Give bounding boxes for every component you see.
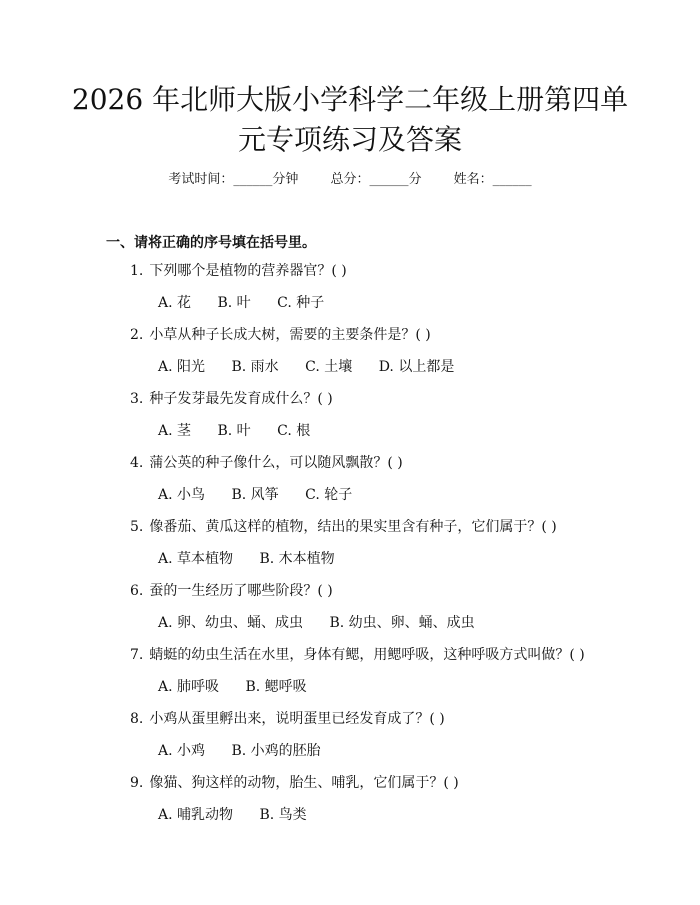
exam-info bbox=[0, 168, 700, 187]
option: B. 鳃呼吸 bbox=[245, 679, 307, 695]
option: B. 小鸡的胚胎 bbox=[231, 743, 321, 759]
question-number: 4. bbox=[130, 455, 144, 471]
title-line-1: 2026 年北师大版小学科学二年级上册第四单 bbox=[71, 83, 629, 116]
option: A. 茎 bbox=[158, 423, 192, 439]
exam-time: 考试时间：______分钟 bbox=[168, 172, 299, 187]
title-line-2: 元专项练习及答案 bbox=[237, 123, 462, 156]
document-title bbox=[60, 80, 640, 160]
option: B. 幼虫、卵、蛹、成虫 bbox=[329, 615, 475, 631]
options bbox=[158, 549, 670, 569]
question-text: 种子发芽最先发育成什么？( ) bbox=[149, 391, 333, 407]
option: A. 草本植物 bbox=[158, 551, 234, 567]
option: C. 轮子 bbox=[305, 487, 353, 503]
question-number: 7. bbox=[130, 647, 144, 663]
question-item bbox=[130, 389, 670, 453]
question-item bbox=[130, 517, 670, 581]
question-number: 3. bbox=[130, 391, 144, 407]
question-text: 蒲公英的种子像什么，可以随风飘散？( ) bbox=[149, 455, 403, 471]
option: B. 叶 bbox=[217, 295, 251, 311]
question-number: 6. bbox=[130, 583, 144, 599]
options bbox=[158, 485, 670, 505]
question-number: 9. bbox=[130, 775, 144, 791]
question-number: 2. bbox=[130, 327, 144, 343]
question-item bbox=[130, 645, 670, 709]
question-text: 蚕的一生经历了哪些阶段？( ) bbox=[149, 583, 333, 599]
options bbox=[158, 677, 670, 697]
options bbox=[158, 613, 670, 633]
question-number: 5. bbox=[130, 519, 144, 535]
question-text: 像番茄、黄瓜这样的植物，结出的果实里含有种子，它们属于？( ) bbox=[149, 519, 557, 535]
question-list bbox=[130, 261, 670, 837]
option: B. 雨水 bbox=[231, 359, 279, 375]
option: A. 肺呼吸 bbox=[158, 679, 220, 695]
question-number: 8. bbox=[130, 711, 144, 727]
question-text: 下列哪个是植物的营养器官？( ) bbox=[149, 263, 347, 279]
total-score: 总分：______分 bbox=[330, 172, 422, 187]
options bbox=[158, 805, 670, 825]
options bbox=[158, 741, 670, 761]
options bbox=[158, 357, 670, 377]
option: A. 花 bbox=[158, 295, 192, 311]
student-name: 姓名：______ bbox=[453, 172, 532, 187]
question-item bbox=[130, 581, 670, 645]
option: C. 根 bbox=[277, 423, 311, 439]
option: B. 木本植物 bbox=[259, 551, 335, 567]
options bbox=[158, 293, 670, 313]
option: A. 小鸡 bbox=[158, 743, 206, 759]
question-item bbox=[130, 453, 670, 517]
option: C. 种子 bbox=[277, 295, 325, 311]
question-text: 蜻蜓的幼虫生活在水里，身体有鳃，用鳃呼吸，这种呼吸方式叫做？( ) bbox=[149, 647, 585, 663]
option: B. 鸟类 bbox=[259, 807, 307, 823]
question-text: 像猫、狗这样的动物，胎生、哺乳，它们属于？( ) bbox=[149, 775, 459, 791]
section-title: 一、请将正确的序号填在括号里。 bbox=[106, 235, 316, 251]
option: B. 风筝 bbox=[231, 487, 279, 503]
option: D. 以上都是 bbox=[378, 359, 455, 375]
question-text: 小草从种子长成大树，需要的主要条件是？( ) bbox=[149, 327, 431, 343]
question-item bbox=[130, 709, 670, 773]
option: A. 卵、幼虫、蛹、成虫 bbox=[158, 615, 304, 631]
question-item bbox=[130, 773, 670, 837]
option: A. 哺乳动物 bbox=[158, 807, 234, 823]
option: A. 小鸟 bbox=[158, 487, 206, 503]
options bbox=[158, 421, 670, 441]
option: C. 土壤 bbox=[305, 359, 353, 375]
question-item bbox=[130, 261, 670, 325]
question-text: 小鸡从蛋里孵出来，说明蛋里已经发育成了？( ) bbox=[149, 711, 445, 727]
option: A. 阳光 bbox=[158, 359, 206, 375]
question-item bbox=[130, 325, 670, 389]
option: B. 叶 bbox=[217, 423, 251, 439]
question-number: 1. bbox=[130, 263, 144, 279]
